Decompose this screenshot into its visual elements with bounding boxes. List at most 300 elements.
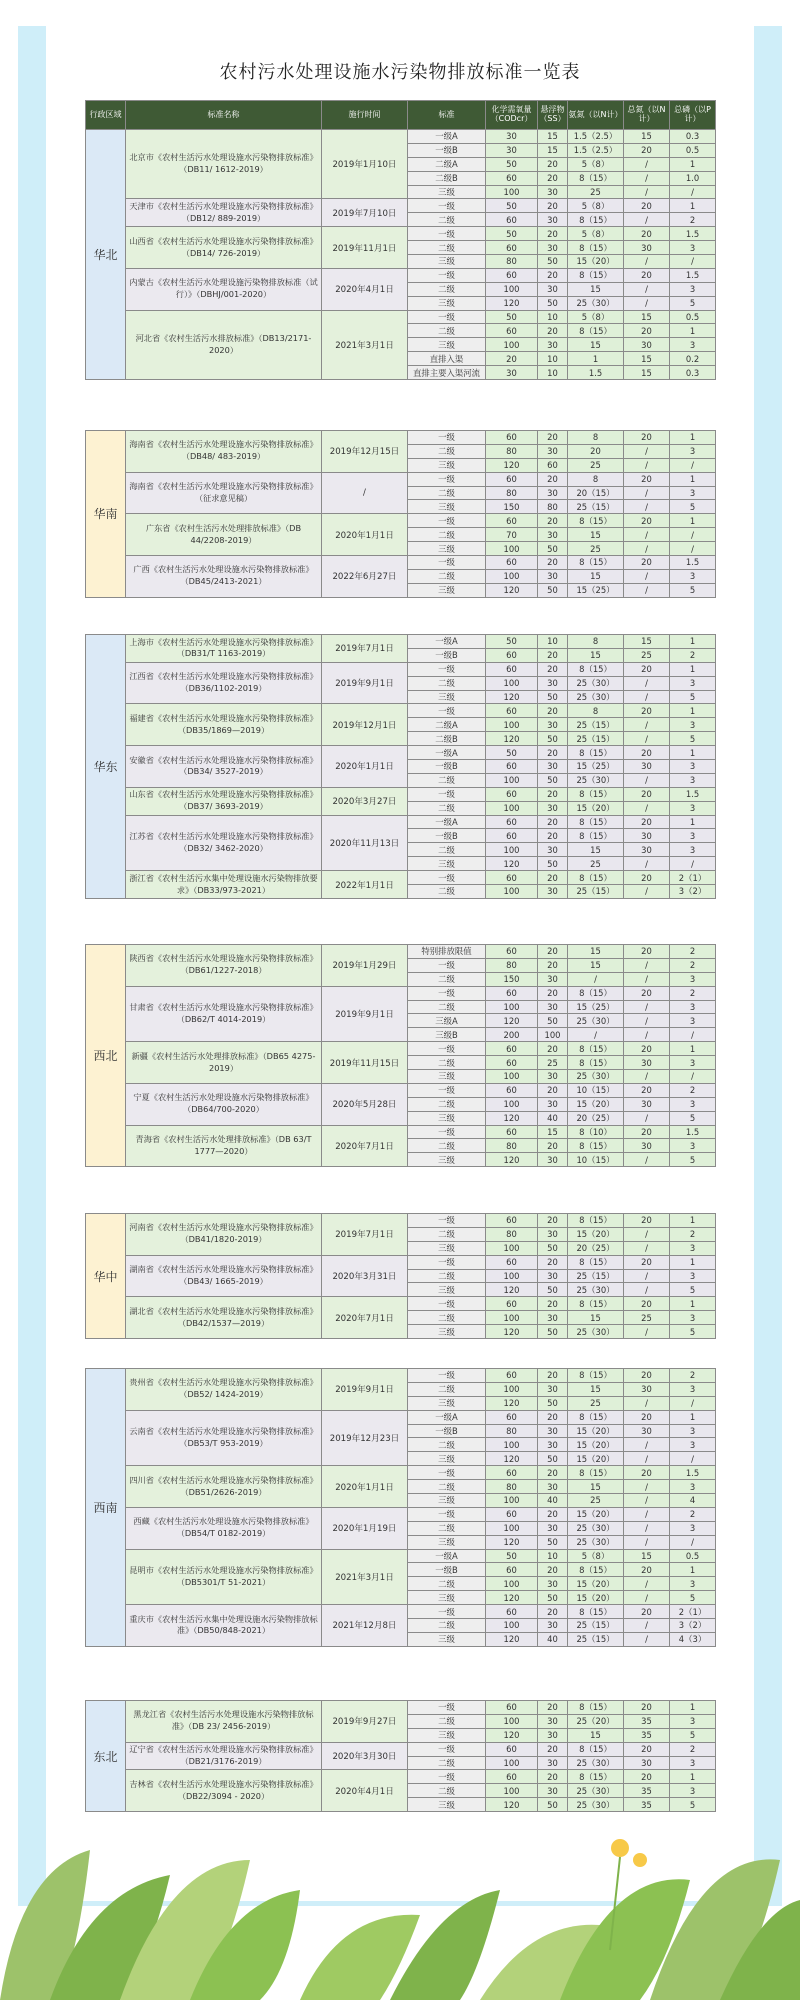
tn-cell: / <box>624 857 670 871</box>
nh-cell: 8（15） <box>568 268 624 282</box>
cod-cell: 100 <box>486 1577 538 1591</box>
tp-cell: 2 <box>670 945 716 959</box>
tn-cell: / <box>624 255 670 269</box>
tn-cell: / <box>624 1438 670 1452</box>
cod-cell: 120 <box>486 583 538 597</box>
tp-cell: 0.5 <box>670 143 716 157</box>
tn-cell: / <box>624 885 670 899</box>
ss-cell: 20 <box>538 1369 568 1383</box>
tp-cell: 3 <box>670 1424 716 1438</box>
ss-cell: 20 <box>538 1770 568 1784</box>
cod-cell: 60 <box>486 787 538 801</box>
level-cell: 二级 <box>408 1577 486 1591</box>
tp-cell: / <box>670 458 716 472</box>
standards-table <box>85 430 716 598</box>
cod-cell: 100 <box>486 676 538 690</box>
cod-cell: 60 <box>486 986 538 1000</box>
tn-cell: 30 <box>624 1756 670 1770</box>
ss-cell: 20 <box>538 1466 568 1480</box>
tn-cell: 20 <box>624 1466 670 1480</box>
nh-cell: 8（15） <box>568 986 624 1000</box>
level-cell: 二级 <box>408 1311 486 1325</box>
tp-cell: 3 <box>670 676 716 690</box>
ss-cell: 20 <box>538 1410 568 1424</box>
ss-cell: 50 <box>538 690 568 704</box>
nh-cell: 1 <box>568 352 624 366</box>
table-row <box>86 1410 716 1424</box>
ss-cell: 20 <box>538 431 568 445</box>
tp-cell: 2（1） <box>670 871 716 885</box>
ss-cell: 20 <box>538 1742 568 1756</box>
tn-cell: 20 <box>624 1770 670 1784</box>
nh-cell: 15（20） <box>568 1424 624 1438</box>
tp-cell: 1 <box>670 1255 716 1269</box>
table-row <box>86 1507 716 1521</box>
tn-cell: 20 <box>624 1297 670 1311</box>
cod-cell: 120 <box>486 1396 538 1410</box>
table-row <box>86 1214 716 1228</box>
tn-cell: 20 <box>624 1410 670 1424</box>
level-cell: 三级 <box>408 1535 486 1549</box>
ss-cell: 30 <box>538 972 568 986</box>
page-title: 农村污水处理设施水污染物排放标准一览表 <box>219 62 581 83</box>
ss-cell: 15 <box>538 143 568 157</box>
level-cell: 二级B <box>408 732 486 746</box>
region-cell: 华东 <box>86 635 126 899</box>
level-cell: 一级 <box>408 986 486 1000</box>
cod-cell: 120 <box>486 1283 538 1297</box>
ss-cell: 30 <box>538 760 568 774</box>
cod-cell: 80 <box>486 255 538 269</box>
ss-cell: 40 <box>538 1111 568 1125</box>
nh-cell: 15 <box>568 945 624 959</box>
tp-cell: 3 <box>670 1056 716 1070</box>
standard-name-cell: 北京市《农村生活污水处理设施水污染物排放标准》（DB11/ 1612-2019） <box>126 130 322 199</box>
nh-cell: 15（20） <box>568 1438 624 1452</box>
tn-cell: 20 <box>624 1742 670 1756</box>
nh-cell: 25 <box>568 458 624 472</box>
tp-cell: 1 <box>670 157 716 171</box>
ss-cell: 20 <box>538 958 568 972</box>
nh-cell: 8（15） <box>568 171 624 185</box>
tn-cell: 20 <box>624 1369 670 1383</box>
cod-cell: 120 <box>486 1535 538 1549</box>
tp-cell: 0.3 <box>670 366 716 380</box>
cod-cell: 100 <box>486 1438 538 1452</box>
level-cell: 一级 <box>408 1507 486 1521</box>
tp-cell: 3 <box>670 1784 716 1798</box>
nh-cell: 15（20） <box>568 801 624 815</box>
tp-cell: 2 <box>670 986 716 1000</box>
tp-cell: 5 <box>670 296 716 310</box>
region-table <box>85 1213 715 1339</box>
nh-cell: 25（20） <box>568 1714 624 1728</box>
tp-cell: 1 <box>670 815 716 829</box>
tn-cell: 30 <box>624 843 670 857</box>
tp-cell: 1 <box>670 746 716 760</box>
standard-name-cell: 上海市《农村生活污水处理设施水污染物排放标准》（DB31/T 1163-2019） <box>126 635 322 663</box>
standards-table <box>85 1368 716 1647</box>
ss-cell: 20 <box>538 704 568 718</box>
cod-cell: 60 <box>486 472 538 486</box>
cod-cell: 100 <box>486 1784 538 1798</box>
cod-cell: 60 <box>486 1297 538 1311</box>
tp-cell: 2 <box>670 648 716 662</box>
tp-cell: 3 <box>670 1577 716 1591</box>
cod-cell: 100 <box>486 1241 538 1255</box>
cod-cell: 50 <box>486 635 538 649</box>
tn-cell: 20 <box>624 815 670 829</box>
tn-cell: 20 <box>624 787 670 801</box>
effective-date-cell: 2021年3月1日 <box>322 1549 408 1605</box>
header-ss: 悬浮物（SS） <box>538 101 568 130</box>
nh-cell: 8（15） <box>568 746 624 760</box>
cod-cell: 60 <box>486 871 538 885</box>
tp-cell: / <box>670 1396 716 1410</box>
nh-cell: 8（15） <box>568 1701 624 1715</box>
tp-cell: 3 <box>670 1438 716 1452</box>
standard-name-cell: 海南省《农村生活污水处理设施水污染物排放标准》（DB48/ 483-2019） <box>126 431 322 473</box>
nh-cell: 8（15） <box>568 1770 624 1784</box>
tp-cell: 0.5 <box>670 1549 716 1563</box>
tp-cell: 1.0 <box>670 171 716 185</box>
tn-cell: / <box>624 1535 670 1549</box>
cod-cell: 60 <box>486 324 538 338</box>
ss-cell: 30 <box>538 801 568 815</box>
ss-cell: 20 <box>538 171 568 185</box>
level-cell: 一级B <box>408 1424 486 1438</box>
tp-cell: / <box>670 857 716 871</box>
ss-cell: 10 <box>538 310 568 324</box>
cod-cell: 100 <box>486 185 538 199</box>
cod-cell: 50 <box>486 1549 538 1563</box>
region-table <box>85 100 715 380</box>
tn-cell: / <box>624 185 670 199</box>
level-cell: 三级 <box>408 1632 486 1646</box>
level-cell: 三级 <box>408 542 486 556</box>
tn-cell: 20 <box>624 1255 670 1269</box>
tp-cell: 3 <box>670 1269 716 1283</box>
tp-cell: 3 <box>670 1014 716 1028</box>
nh-cell: 8（15） <box>568 815 624 829</box>
level-cell: 二级 <box>408 1521 486 1535</box>
tn-cell: 35 <box>624 1714 670 1728</box>
nh-cell: 8（15） <box>568 1563 624 1577</box>
level-cell: 一级 <box>408 199 486 213</box>
level-cell: 二级 <box>408 885 486 899</box>
header-date: 施行时间 <box>322 101 408 130</box>
ss-cell: 30 <box>538 1070 568 1084</box>
level-cell: 三级 <box>408 1153 486 1167</box>
ss-cell: 25 <box>538 1056 568 1070</box>
standard-name-cell: 江西省《农村生活污水处理设施水污染物排放标准》（DB36/1102-2019） <box>126 662 322 704</box>
nh-cell: 5（8） <box>568 227 624 241</box>
header-level: 标准 <box>408 101 486 130</box>
level-cell: 一级 <box>408 1042 486 1056</box>
nh-cell: 25 <box>568 1494 624 1508</box>
region-table <box>85 944 715 1167</box>
table-row <box>86 472 716 486</box>
ss-cell: 30 <box>538 1269 568 1283</box>
ss-cell: 30 <box>538 1480 568 1494</box>
nh-cell: 25 <box>568 1396 624 1410</box>
tp-cell: 3 <box>670 569 716 583</box>
ss-cell: 40 <box>538 1632 568 1646</box>
tp-cell: 3 <box>670 1097 716 1111</box>
standard-name-cell: 云南省《农村生活污水处理设施水污染物排放标准》（DB53/T 953-2019） <box>126 1410 322 1466</box>
cod-cell: 120 <box>486 1452 538 1466</box>
cod-cell: 60 <box>486 829 538 843</box>
table-row <box>86 199 716 213</box>
nh-cell: 8（15） <box>568 1056 624 1070</box>
nh-cell: 15（20） <box>568 1591 624 1605</box>
cod-cell: 120 <box>486 458 538 472</box>
nh-cell: 15（25） <box>568 583 624 597</box>
level-cell: 三级 <box>408 690 486 704</box>
standard-name-cell: 河北省《农村生活污水排放标准》（DB13/2171-2020） <box>126 310 322 379</box>
tn-cell: / <box>624 296 670 310</box>
ss-cell: 20 <box>538 1042 568 1056</box>
standard-name-cell: 湖北省《农村生活污水处理设施水污染物排放标准》（DB42/1537—2019） <box>126 1297 322 1339</box>
nh-cell: 8（15） <box>568 871 624 885</box>
nh-cell: 25 <box>568 185 624 199</box>
cod-cell: 100 <box>486 843 538 857</box>
level-cell: 三级 <box>408 1452 486 1466</box>
tn-cell: 30 <box>624 829 670 843</box>
level-cell: 三级 <box>408 1241 486 1255</box>
tp-cell: 2 <box>670 1507 716 1521</box>
nh-cell: 10（15） <box>568 1153 624 1167</box>
level-cell: 一级 <box>408 1255 486 1269</box>
standard-name-cell: 福建省《农村生活污水处理设施水污染物排放标准》（DB35/1869—2019） <box>126 704 322 746</box>
tn-cell: 20 <box>624 746 670 760</box>
region-table <box>85 430 715 598</box>
nh-cell: 15（20） <box>568 1097 624 1111</box>
cod-cell: 60 <box>486 1214 538 1228</box>
cod-cell: 100 <box>486 338 538 352</box>
tn-cell: / <box>624 1070 670 1084</box>
nh-cell: 8（15） <box>568 213 624 227</box>
level-cell: 二级 <box>408 773 486 787</box>
tn-cell: 15 <box>624 366 670 380</box>
tp-cell: 1 <box>670 1042 716 1056</box>
level-cell: 二级 <box>408 1784 486 1798</box>
ss-cell: 20 <box>538 746 568 760</box>
level-cell: 一级 <box>408 1701 486 1715</box>
ss-cell: 30 <box>538 185 568 199</box>
ss-cell: 30 <box>538 1153 568 1167</box>
table-row <box>86 1042 716 1056</box>
nh-cell: 25（30） <box>568 1014 624 1028</box>
effective-date-cell: 2020年7月1日 <box>322 1125 408 1167</box>
tp-cell: 3 <box>670 241 716 255</box>
tn-cell: / <box>624 690 670 704</box>
ss-cell: 30 <box>538 676 568 690</box>
cod-cell: 100 <box>486 1756 538 1770</box>
nh-cell: 5（8） <box>568 199 624 213</box>
level-cell: 三级 <box>408 338 486 352</box>
nh-cell: 8（15） <box>568 1255 624 1269</box>
tn-cell: 30 <box>624 1056 670 1070</box>
level-cell: 二级 <box>408 282 486 296</box>
cod-cell: 100 <box>486 1382 538 1396</box>
tp-cell: 3（2） <box>670 885 716 899</box>
table-row <box>86 1701 716 1715</box>
tp-cell: 1 <box>670 1410 716 1424</box>
level-cell: 二级 <box>408 528 486 542</box>
cod-cell: 60 <box>486 1255 538 1269</box>
tn-cell: 30 <box>624 760 670 774</box>
level-cell: 一级 <box>408 1125 486 1139</box>
tn-cell: / <box>624 583 670 597</box>
cod-cell: 100 <box>486 1311 538 1325</box>
effective-date-cell: 2020年4月1日 <box>322 1770 408 1812</box>
tp-cell: 2 <box>670 958 716 972</box>
level-cell: 三级B <box>408 1028 486 1042</box>
cod-cell: 60 <box>486 1742 538 1756</box>
nh-cell: 20（25） <box>568 1111 624 1125</box>
tn-cell: / <box>624 213 670 227</box>
nh-cell: 8（15） <box>568 241 624 255</box>
tn-cell: / <box>624 1619 670 1633</box>
table-row <box>86 130 716 144</box>
ss-cell: 20 <box>538 871 568 885</box>
tn-cell: 20 <box>624 704 670 718</box>
nh-cell: 15 <box>568 282 624 296</box>
ss-cell: 20 <box>538 1507 568 1521</box>
tp-cell: 5 <box>670 1728 716 1742</box>
tp-cell: 2 <box>670 1083 716 1097</box>
level-cell: 三级 <box>408 1070 486 1084</box>
nh-cell: 15 <box>568 1311 624 1325</box>
tn-cell: 15 <box>624 1549 670 1563</box>
tp-cell: 2 <box>670 1227 716 1241</box>
level-cell: 一级 <box>408 871 486 885</box>
cod-cell: 120 <box>486 1325 538 1339</box>
tp-cell: / <box>670 255 716 269</box>
tp-cell: / <box>670 1452 716 1466</box>
ss-cell: 30 <box>538 528 568 542</box>
header-tp: 总磷（以P计） <box>670 101 716 130</box>
tn-cell: 30 <box>624 1139 670 1153</box>
effective-date-cell: 2020年1月1日 <box>322 514 408 556</box>
tn-cell: / <box>624 542 670 556</box>
ss-cell: 10 <box>538 366 568 380</box>
nh-cell: 25（30） <box>568 773 624 787</box>
tp-cell: 1 <box>670 431 716 445</box>
table-row <box>86 227 716 241</box>
cod-cell: 60 <box>486 704 538 718</box>
tp-cell: 3 <box>670 1756 716 1770</box>
effective-date-cell: 2020年1月1日 <box>322 1466 408 1508</box>
tp-cell: 3 <box>670 972 716 986</box>
level-cell: 直排入渠 <box>408 352 486 366</box>
ss-cell: 40 <box>538 1494 568 1508</box>
tn-cell: 20 <box>624 1125 670 1139</box>
level-cell: 一级 <box>408 268 486 282</box>
tn-cell: 35 <box>624 1784 670 1798</box>
ss-cell: 20 <box>538 1139 568 1153</box>
standard-name-cell: 青海省《农村生活污水处理排放标准》（DB 63/T 1777—2020） <box>126 1125 322 1167</box>
nh-cell: 10（15） <box>568 1083 624 1097</box>
nh-cell: 25（30） <box>568 676 624 690</box>
cod-cell: 120 <box>486 1591 538 1605</box>
ss-cell: 50 <box>538 296 568 310</box>
cod-cell: 100 <box>486 801 538 815</box>
tp-cell: 3 <box>670 338 716 352</box>
tp-cell: 1.5 <box>670 1125 716 1139</box>
tn-cell: 20 <box>624 945 670 959</box>
ss-cell: 30 <box>538 843 568 857</box>
region-cell: 西南 <box>86 1369 126 1647</box>
cod-cell: 50 <box>486 157 538 171</box>
effective-date-cell: 2021年3月1日 <box>322 310 408 379</box>
level-cell: 二级 <box>408 1097 486 1111</box>
ss-cell: 60 <box>538 458 568 472</box>
level-cell: 二级A <box>408 718 486 732</box>
tp-cell: 5 <box>670 1283 716 1297</box>
nh-cell: 1.5（2.5） <box>568 130 624 144</box>
nh-cell: 8 <box>568 472 624 486</box>
nh-cell: 5（8） <box>568 310 624 324</box>
ss-cell: 50 <box>538 773 568 787</box>
nh-cell: 15（20） <box>568 1227 624 1241</box>
tn-cell: 20 <box>624 986 670 1000</box>
nh-cell: 15 <box>568 569 624 583</box>
ss-cell: 80 <box>538 500 568 514</box>
tn-cell: 20 <box>624 199 670 213</box>
ss-cell: 20 <box>538 1701 568 1715</box>
cod-cell: 60 <box>486 268 538 282</box>
tn-cell: / <box>624 1241 670 1255</box>
tp-cell: 1.5 <box>670 787 716 801</box>
tn-cell: 30 <box>624 1382 670 1396</box>
tp-cell: 1 <box>670 1297 716 1311</box>
tp-cell: 0.2 <box>670 352 716 366</box>
cod-cell: 50 <box>486 199 538 213</box>
nh-cell: 25（15） <box>568 1269 624 1283</box>
level-cell: 一级 <box>408 1297 486 1311</box>
ss-cell: 50 <box>538 1798 568 1812</box>
tn-cell: 20 <box>624 1214 670 1228</box>
level-cell: 三级 <box>408 500 486 514</box>
ss-cell: 20 <box>538 324 568 338</box>
tn-cell: / <box>624 1480 670 1494</box>
cod-cell: 20 <box>486 352 538 366</box>
cod-cell: 50 <box>486 746 538 760</box>
ss-cell: 50 <box>538 542 568 556</box>
level-cell: 二级 <box>408 324 486 338</box>
standard-name-cell: 贵州省《农村生活污水处理设施水污染物排放标准》（DB52/ 1424-2019） <box>126 1369 322 1411</box>
ss-cell: 20 <box>538 829 568 843</box>
nh-cell: 15 <box>568 843 624 857</box>
cod-cell: 100 <box>486 885 538 899</box>
ss-cell: 30 <box>538 486 568 500</box>
level-cell: 一级A <box>408 746 486 760</box>
level-cell: 二级 <box>408 1480 486 1494</box>
tn-cell: / <box>624 458 670 472</box>
effective-date-cell: 2019年7月10日 <box>322 199 408 227</box>
tp-cell: 3（2） <box>670 1619 716 1633</box>
tp-cell: 3 <box>670 843 716 857</box>
nh-cell: 25（15） <box>568 1619 624 1633</box>
tn-cell: 20 <box>624 1701 670 1715</box>
cod-cell: 100 <box>486 1619 538 1633</box>
nh-cell: 15（20） <box>568 1452 624 1466</box>
tn-cell: / <box>624 1014 670 1028</box>
nh-cell: 20（25） <box>568 1241 624 1255</box>
tp-cell: 1 <box>670 1214 716 1228</box>
